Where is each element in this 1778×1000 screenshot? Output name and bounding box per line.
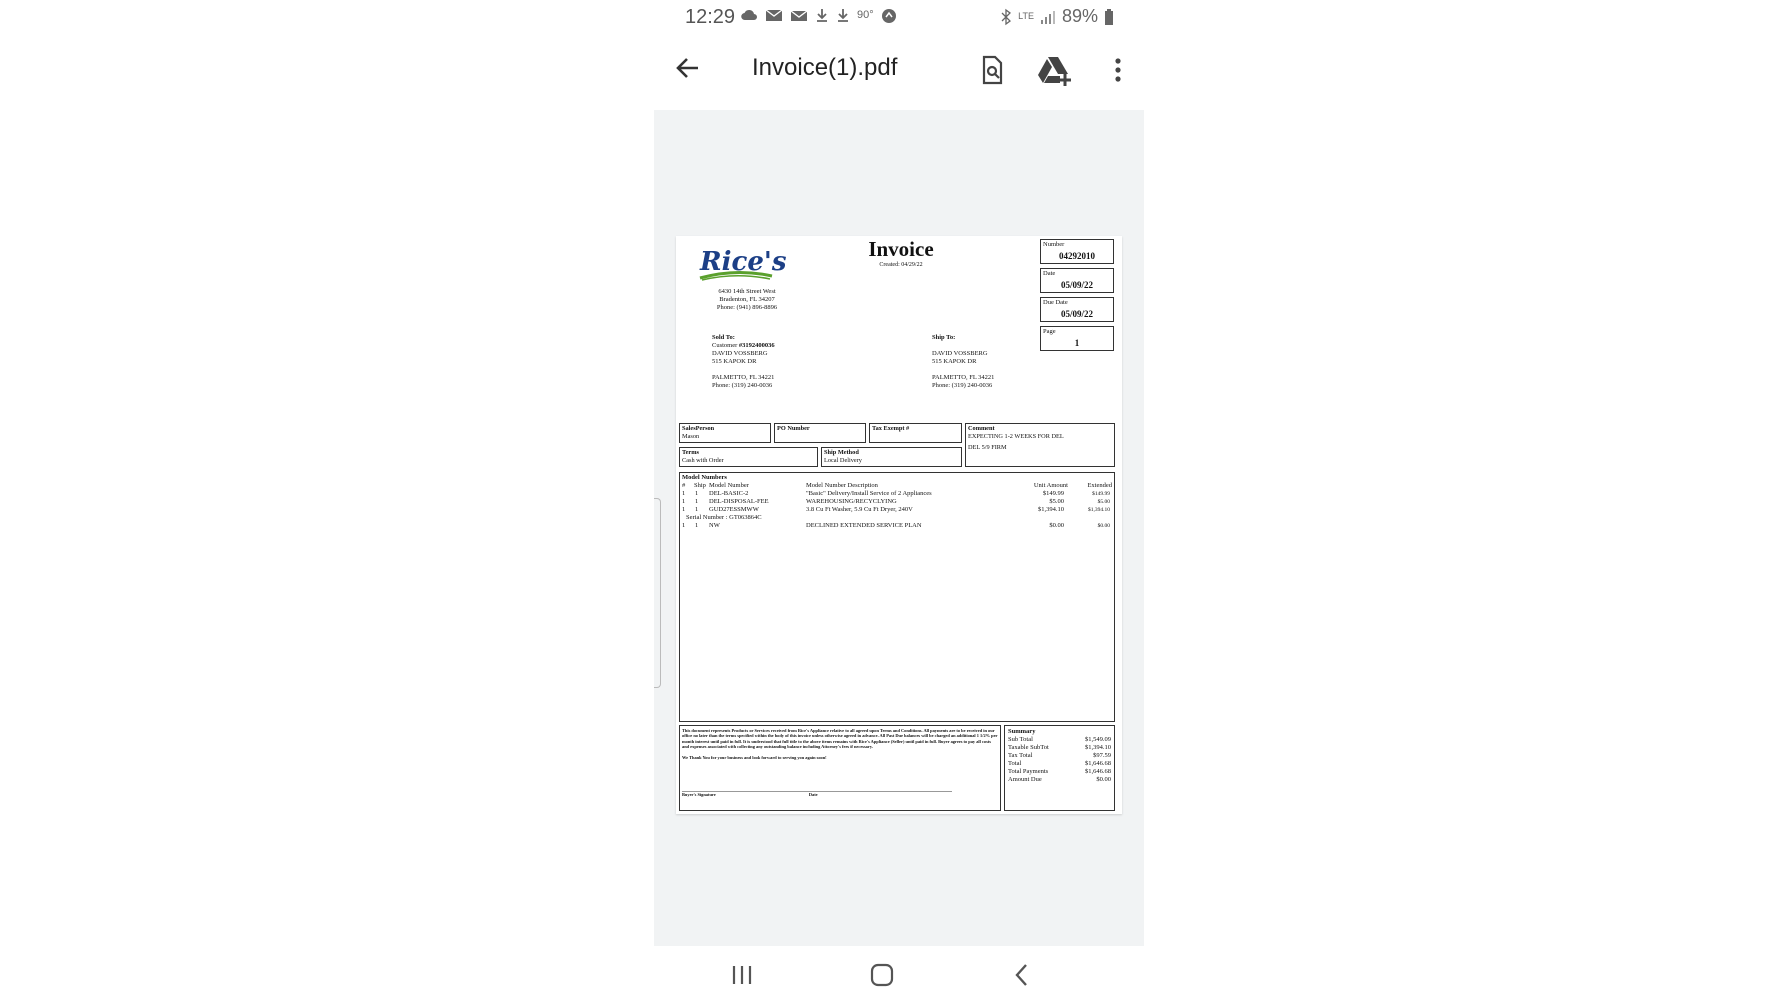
row-model: DEL-BASIC-2 <box>709 490 749 497</box>
row-ship: 1 <box>695 506 699 513</box>
summary-label: Total <box>1008 760 1022 767</box>
summary-value: $1,549.09 <box>1085 736 1111 743</box>
created-date: Created: 04/29/22 <box>879 262 923 268</box>
comment-line-2: DEL 5/9 FIRM <box>968 444 1007 451</box>
summary-row <box>1008 760 1111 768</box>
tax-exempt-label: Tax Exempt # <box>872 425 910 432</box>
ship-method-value: Local Delivery <box>824 456 862 464</box>
summary-box <box>1004 725 1115 811</box>
sync-icon <box>881 8 897 24</box>
summary-row <box>1008 744 1111 752</box>
thank-you-text: We Thank You for your business and look forward to serving you again soon! <box>682 754 827 760</box>
number-value: 04292010 <box>1059 251 1095 261</box>
salesperson-value: Mason <box>682 432 700 440</box>
ship-to-name: DAVID VOSSBERG <box>932 350 988 357</box>
company-address <box>692 288 802 312</box>
row-model: GUD27ESSMWW <box>709 506 759 513</box>
invoice-title: Invoice <box>868 237 934 261</box>
ship-to-block <box>932 334 994 390</box>
battery-icon <box>1104 9 1114 25</box>
scroll-handle[interactable] <box>654 498 661 688</box>
table-row <box>682 522 1112 530</box>
row-model: DEL-DISPOSAL-FEE <box>709 498 769 505</box>
ship-method-label: Ship Method <box>824 449 859 456</box>
table-header-row <box>682 482 1112 490</box>
sold-to-phone: Phone: (319) 240-0036 <box>712 382 773 389</box>
po-number-label: PO Number <box>777 425 810 432</box>
invoice-heading <box>826 237 976 268</box>
table-row <box>682 506 1112 514</box>
row-desc: DECLINED EXTENDED SERVICE PLAN <box>806 522 922 529</box>
summary-label: Sub Total <box>1008 736 1033 743</box>
network-type: LTE <box>1018 11 1034 21</box>
summary-row <box>1008 736 1111 744</box>
page-box <box>1040 326 1114 351</box>
customer-number: #3192400036 <box>738 342 775 349</box>
tax-exempt-box <box>869 423 962 443</box>
cloud-icon <box>740 8 758 22</box>
signature-line <box>682 791 952 797</box>
status-bar <box>650 0 1142 34</box>
po-number-box <box>774 423 866 443</box>
due-date-label: Due Date <box>1043 299 1068 306</box>
sold-to-street: 515 KAPOK DR <box>712 358 757 365</box>
serial-number: Serial Number : GT063864C <box>686 514 762 521</box>
recent-apps-icon <box>722 960 762 990</box>
app-bar <box>650 40 1142 100</box>
address-line: Phone: (941) 896-8896 <box>716 304 778 311</box>
row-ship: 1 <box>695 498 699 505</box>
terms-box <box>679 447 818 467</box>
home-button[interactable] <box>862 960 902 990</box>
row-unit: $5.00 <box>1049 498 1064 505</box>
row-ship: 1 <box>695 522 699 529</box>
date-label: Date <box>1043 270 1056 277</box>
logo-text: Rice's <box>700 247 787 277</box>
signature-date-label: Date <box>808 792 818 797</box>
nav-back-icon <box>1002 960 1042 990</box>
summary-label: Total Payments <box>1008 768 1049 775</box>
date-value: 05/09/22 <box>1060 280 1093 290</box>
company-logo <box>696 242 787 291</box>
col-ship: Ship <box>694 482 706 489</box>
summary-value: $0.00 <box>1096 776 1111 783</box>
models-heading: Model Numbers <box>682 474 727 481</box>
comment-line-1: EXPECTING 1-2 WEEKS FOR DEL <box>968 432 1064 440</box>
signal-icon <box>1040 10 1056 24</box>
number-box <box>1040 239 1114 264</box>
col-unit: Unit Amount <box>1033 482 1068 489</box>
pdf-viewer[interactable] <box>654 110 1144 946</box>
row-num: 1 <box>682 490 686 497</box>
summary-value: $1,646.68 <box>1085 760 1111 767</box>
row-ext: $149.99 <box>1092 491 1110 497</box>
row-unit: $0.00 <box>1049 522 1064 529</box>
model-numbers-table <box>679 472 1115 722</box>
due-date-box <box>1040 297 1114 322</box>
sold-to-name: DAVID VOSSBERG <box>712 350 768 357</box>
document-title: Invoice(1).pdf <box>752 54 898 81</box>
bluetooth-icon <box>1000 9 1012 25</box>
mail-open-icon <box>790 8 808 22</box>
summary-value: $97.59 <box>1093 752 1111 759</box>
more-options-icon <box>1102 54 1134 86</box>
row-num: 1 <box>682 506 686 513</box>
status-time: 12:29 <box>685 6 736 28</box>
ship-method-box <box>821 447 962 467</box>
summary-value: $1,394.10 <box>1085 744 1111 751</box>
phone-screen <box>650 0 1142 1000</box>
sold-to-heading: Sold To: <box>712 334 735 341</box>
home-icon <box>862 960 902 990</box>
customer-label: Customer <box>712 342 739 349</box>
address-line: Bradenton, FL 34207 <box>719 296 775 303</box>
back-arrow-icon <box>674 54 702 82</box>
row-unit: $149.99 <box>1042 490 1064 497</box>
signature-label: Buyer's Signature <box>682 792 716 797</box>
navigation-bar <box>650 948 1142 1000</box>
salesperson-box <box>679 423 771 443</box>
terms-value: Cash with Order <box>682 456 724 464</box>
more-options-button[interactable] <box>1102 54 1134 86</box>
row-num: 1 <box>682 498 686 505</box>
col-model: Model Number <box>709 482 749 489</box>
summary-label: Amount Due <box>1008 776 1042 783</box>
add-to-drive-icon <box>1038 54 1072 86</box>
invoice-page <box>676 236 1122 814</box>
number-label: Number <box>1043 241 1065 248</box>
row-ship: 1 <box>695 490 699 497</box>
notification-icons <box>740 8 897 24</box>
row-model: NW <box>709 522 720 529</box>
summary-heading: Summary <box>1008 728 1036 735</box>
row-desc: WAREHOUSING/RECYCLYING <box>806 498 897 505</box>
summary-row <box>1008 776 1111 784</box>
mail-icon <box>765 8 783 22</box>
page-label: Page <box>1043 328 1056 335</box>
temperature-text: 90° <box>857 9 874 21</box>
terms-and-conditions <box>679 725 1001 811</box>
terms-label: Terms <box>682 449 699 456</box>
legal-text: This document represents Products or Services received from Rice's Appliance relative to all agreed upon Terms and Conditions. All payments are to be received in our office no later than the terms specified within the body of this invoice unless otherwise agreed in advance. All Past Due balances will be charged an additional 1 1/2% per month interest until paid in full. It is understood that full title to the above items remains with Rice's Appliance (Seller) until paid in full. Buyer agrees to pay all costs and expenses associated with collecting any outstanding balance including Attorney's fees if necessary. <box>682 728 998 750</box>
summary-label: Tax Total <box>1008 752 1033 759</box>
sold-to-city: PALMETTO, FL 34221 <box>712 374 775 381</box>
col-desc: Model Number Description <box>806 482 878 489</box>
customer-line <box>712 342 775 350</box>
table-row <box>682 498 1112 506</box>
due-date-value: 05/09/22 <box>1060 309 1093 319</box>
find-in-document-button[interactable] <box>976 54 1008 86</box>
date-box <box>1040 268 1114 293</box>
ship-to-city: PALMETTO, FL 34221 <box>932 374 995 381</box>
row-ext: $5.00 <box>1097 499 1110 505</box>
comment-label: Comment <box>968 425 995 432</box>
address-line: 6430 14th Street West <box>718 288 776 295</box>
comment-box <box>965 423 1115 467</box>
find-in-document-icon <box>976 54 1008 86</box>
row-unit: $1,394.10 <box>1038 506 1064 513</box>
summary-label: Taxable SubTot <box>1008 744 1049 751</box>
ship-to-street: 515 KAPOK DR <box>932 358 977 365</box>
page-value: 1 <box>1074 338 1080 348</box>
row-ext: $0.00 <box>1097 523 1110 529</box>
summary-row <box>1008 768 1111 776</box>
row-desc: 3.8 Cu Ft Washer, 5.9 Cu Ft Dryer, 240V <box>806 506 913 513</box>
ship-to-phone: Phone: (319) 240-0036 <box>932 382 993 389</box>
nav-back-button[interactable] <box>1002 960 1042 990</box>
recent-apps-button[interactable] <box>722 960 762 990</box>
row-num: 1 <box>682 522 686 529</box>
add-to-drive-button[interactable] <box>1038 54 1070 86</box>
summary-row <box>1008 752 1111 760</box>
back-button[interactable] <box>672 54 704 86</box>
system-icons <box>1000 6 1114 27</box>
row-desc: "Basic" Delivery/Install Service of 2 Appliances <box>806 490 932 497</box>
summary-value: $1,646.68 <box>1085 768 1111 775</box>
ship-to-heading: Ship To: <box>932 334 956 341</box>
salesperson-label: SalesPerson <box>682 425 715 432</box>
battery-percent: 89% <box>1061 6 1098 26</box>
table-row <box>682 490 1112 498</box>
download-icon-2 <box>836 8 850 22</box>
download-icon <box>815 8 829 22</box>
row-ext: $1,394.10 <box>1088 507 1110 513</box>
col-ext: Extended <box>1087 482 1112 489</box>
sold-to-block <box>712 334 775 390</box>
col-num: # <box>682 482 686 489</box>
